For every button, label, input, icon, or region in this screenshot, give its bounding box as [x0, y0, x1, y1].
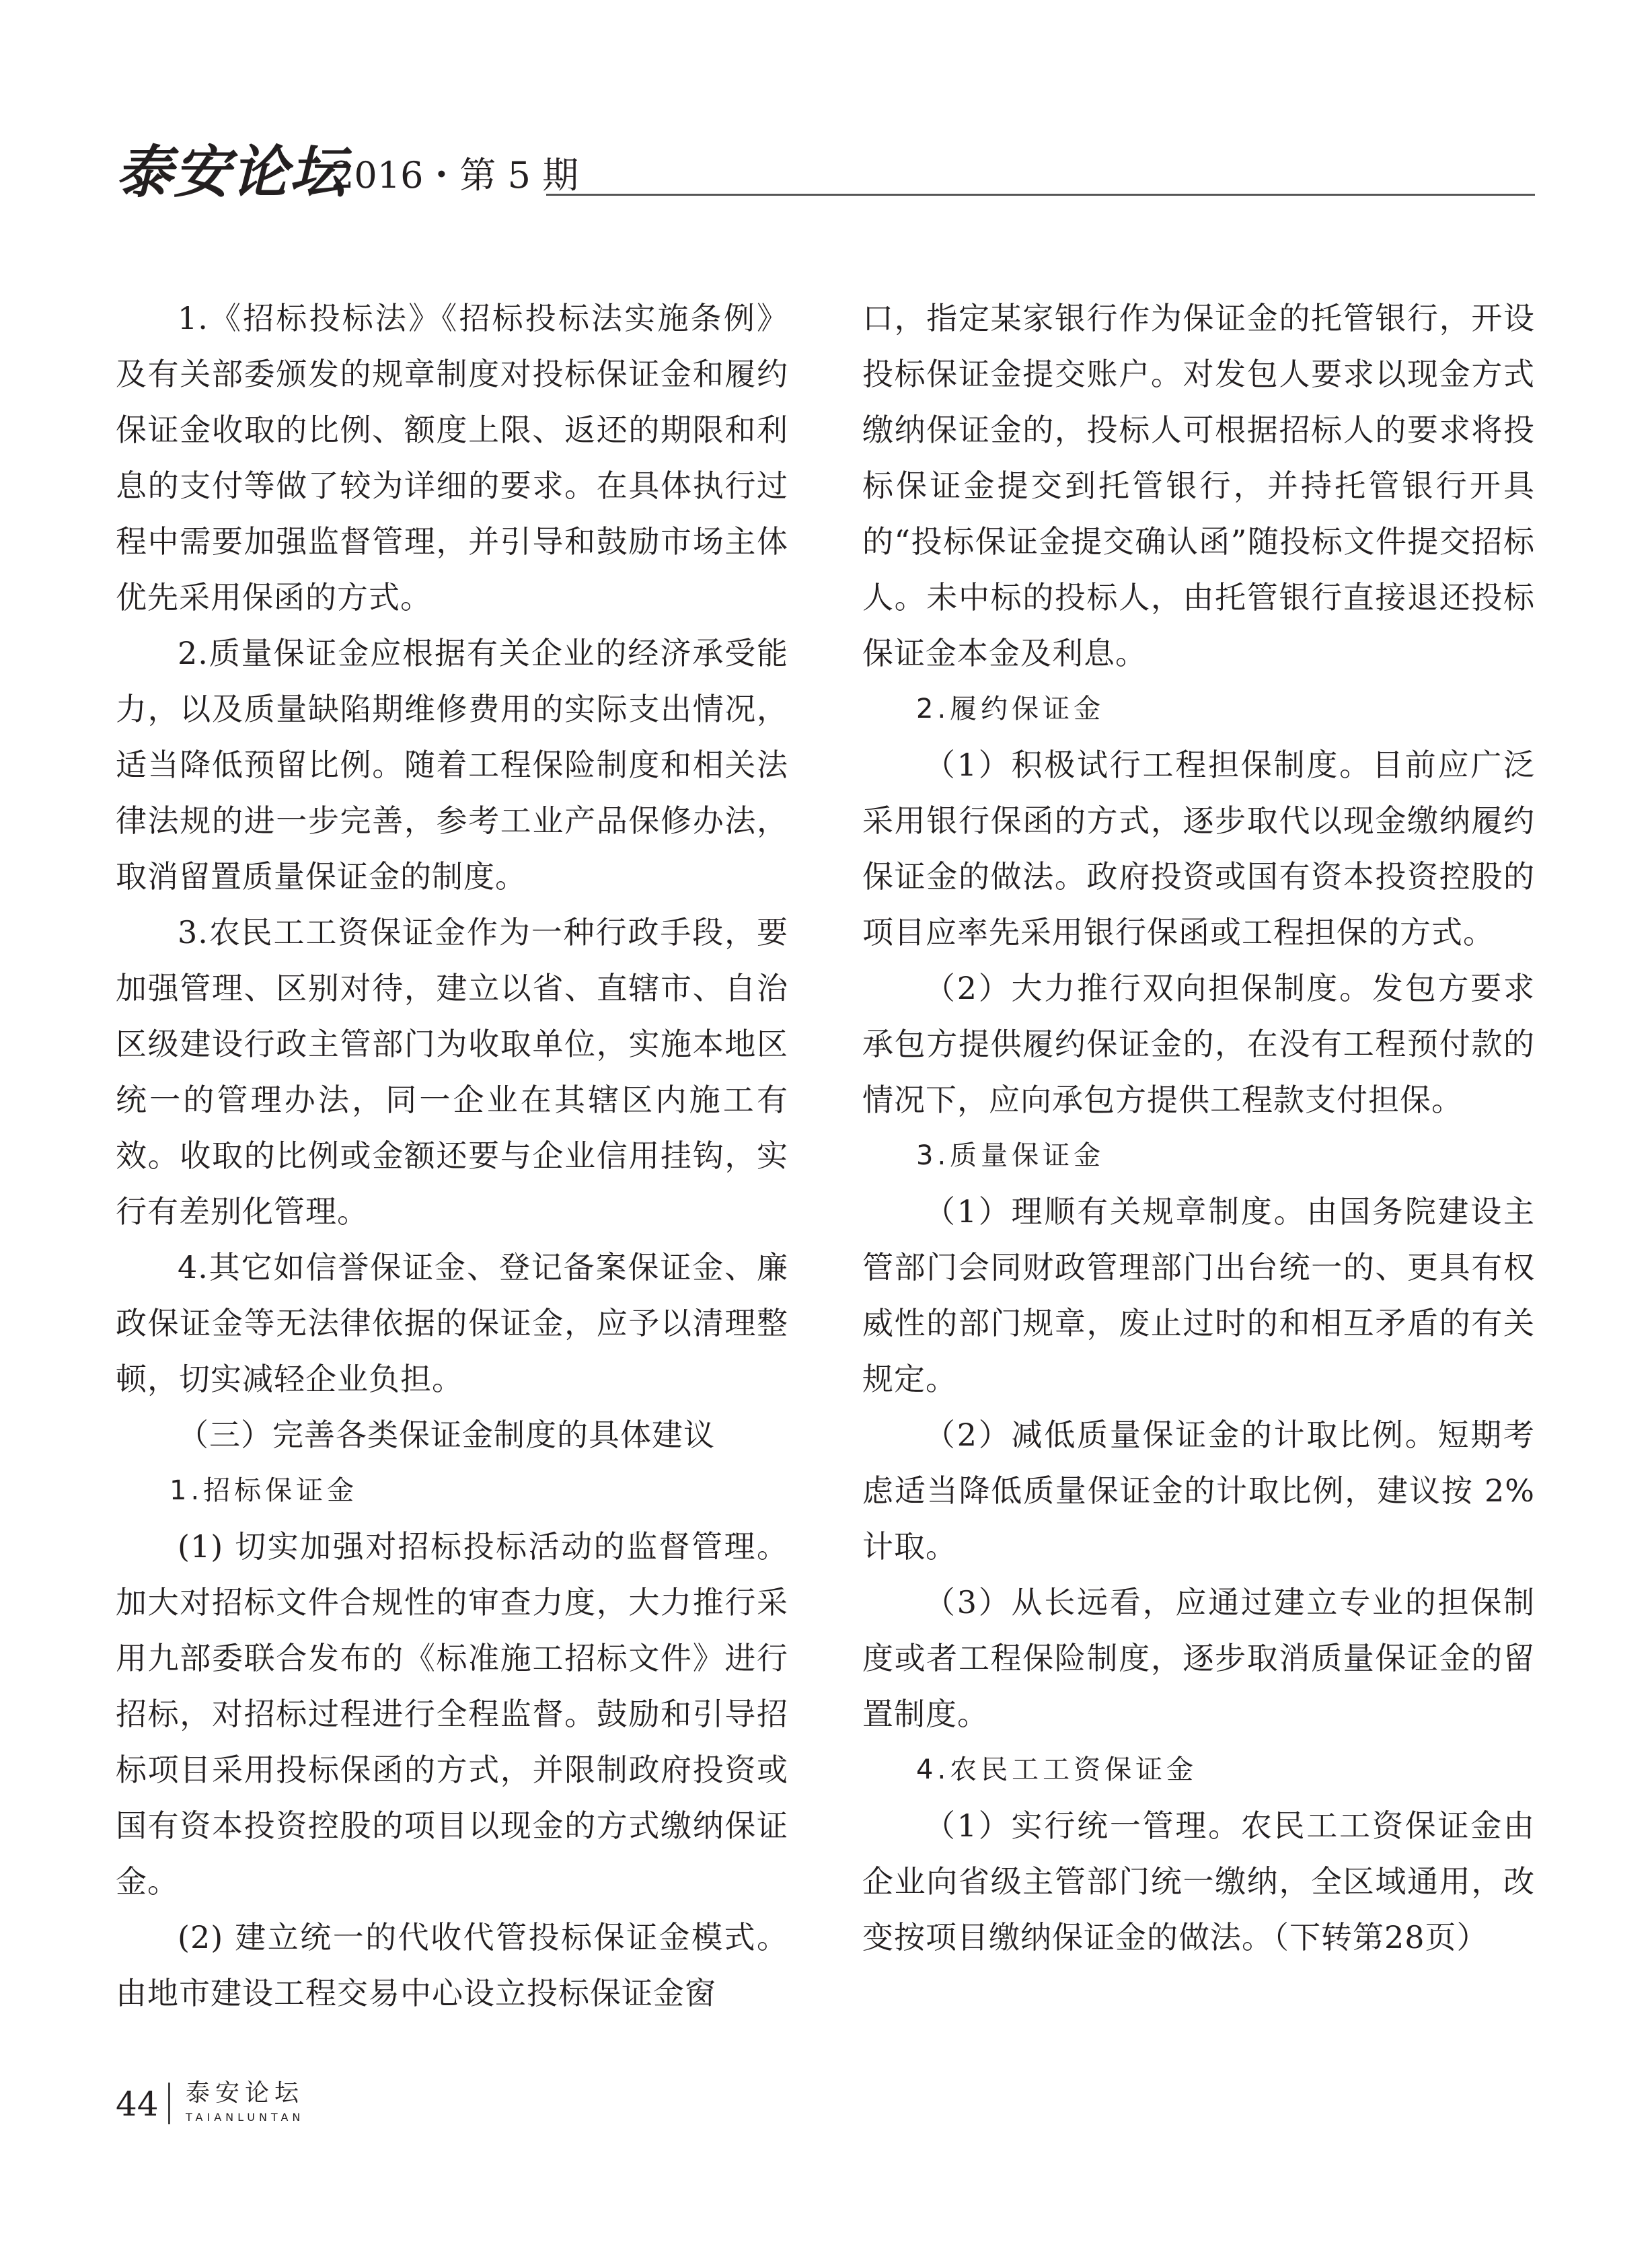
paragraph: （2）大力推行双向担保制度。发包方要求承包方提供履约保证金的，在没有工程预付款的情况下，应向承包方提供工程款支付担保。	[862, 970, 1535, 1118]
paragraph: 3.农民工工资保证金作为一种行政手段，要加强管理、区别对待，建立以省、直辖市、自治区级建设行政主管部门为收取单位，实施本地区统一的管理办法，同一企业在其辖区内施工有效。收取的比例或金额还要与企业信用挂钩，实行有差别化管理。	[116, 914, 788, 1230]
paragraph: （1）实行统一管理。农民工工资保证金由企业向省级主管部门统一缴纳，全区域通用，改变按项目缴纳保证金的做法。（下转第28页）	[862, 1807, 1535, 1955]
paragraph: 4.其它如信誉保证金、登记备案保证金、廉政保证金等无法律依据的保证金，应予以清理整顿，切实减轻企业负担。	[116, 1249, 788, 1397]
right-column	[862, 291, 1535, 1966]
paragraph: 口，指定某家银行作为保证金的托管银行，开设投标保证金提交账户。对发包人要求以现金方式缴纳保证金的，投标人可根据招标人的要求将投标保证金提交到托管银行，并持托管银行开具的“投标保证金提交确认函”随投标文件提交招标人。未中标的投标人，由托管银行直接退还投标保证金本金及利息。	[862, 300, 1535, 671]
paragraph: （3）从长远看，应通过建立专业的担保制度或者工程保险制度，逐步取消质量保证金的留置制度。	[862, 1584, 1535, 1732]
footer-divider	[168, 2083, 170, 2124]
footer-journal-name: 泰安论坛	[186, 2079, 305, 2107]
journal-brand: 泰安论坛	[116, 139, 348, 205]
subsection-heading: 2.履约保证金	[916, 694, 1105, 724]
section-heading: （三）完善各类保证金制度的具体建议	[178, 1417, 715, 1453]
issue-label: 2016・第 5 期	[331, 154, 579, 196]
paragraph: （1）积极试行工程担保制度。目前应广泛采用银行保函的方式，逐步取代以现金缴纳履约保证金的做法。政府投资或国有资本投资控股的项目应率先采用银行保函或工程担保的方式。	[862, 747, 1535, 950]
paragraph: (2) 建立统一的代收代管投标保证金模式。由地市建设工程交易中心设立投标保证金窗	[116, 1919, 788, 2011]
paragraph: 2.质量保证金应根据有关企业的经济承受能力，以及质量缺陷期维修费用的实际支出情况，适当降低预留比例。随着工程保险制度和相关法律法规的进一步完善，参考工业产品保修办法，取消留置质量保证金的制度。	[116, 635, 788, 895]
footer-journal-pinyin: TAIANLUNTAN	[186, 2111, 305, 2124]
paragraph: 1.《招标投标法》《招标投标法实施条例》及有关部委颁发的规章制度对投标保证金和履约保证金收取的比例、额度上限、返还的期限和利息的支付等做了较为详细的要求。在具体执行过程中需要加强监督管理，并引导和鼓励市场主体优先采用保函的方式。	[116, 300, 788, 615]
left-column	[116, 291, 788, 2021]
page-footer	[116, 2079, 519, 2139]
subsection-heading: 1.招标保证金	[170, 1475, 359, 1506]
subsection-heading: 4.农民工工资保证金	[916, 1754, 1198, 1785]
paragraph: （1）理顺有关规章制度。由国务院建设主管部门会同财政管理部门出台统一的、更具有权威性的部门规章，废止过时的和相互矛盾的有关规定。	[862, 1193, 1535, 1397]
paragraph: (1) 切实加强对招标投标活动的监督管理。加大对招标文件合规性的审查力度，大力推行采用九部委联合发布的《标准施工招标文件》进行招标，对招标过程进行全程监督。鼓励和引导招标项目采用投标保函的方式，并限制政府投资或国有资本投资控股的项目以现金的方式缴纳保证金。	[116, 1528, 788, 1900]
paragraph: （2）减低质量保证金的计取比例。短期考虑适当降低质量保证金的计取比例，建议按 2% 计取。	[862, 1417, 1535, 1565]
page-header	[116, 139, 1535, 205]
header-rule	[546, 194, 1535, 196]
subsection-heading: 3.质量保证金	[916, 1140, 1105, 1171]
page-number: 44	[116, 2085, 159, 2124]
